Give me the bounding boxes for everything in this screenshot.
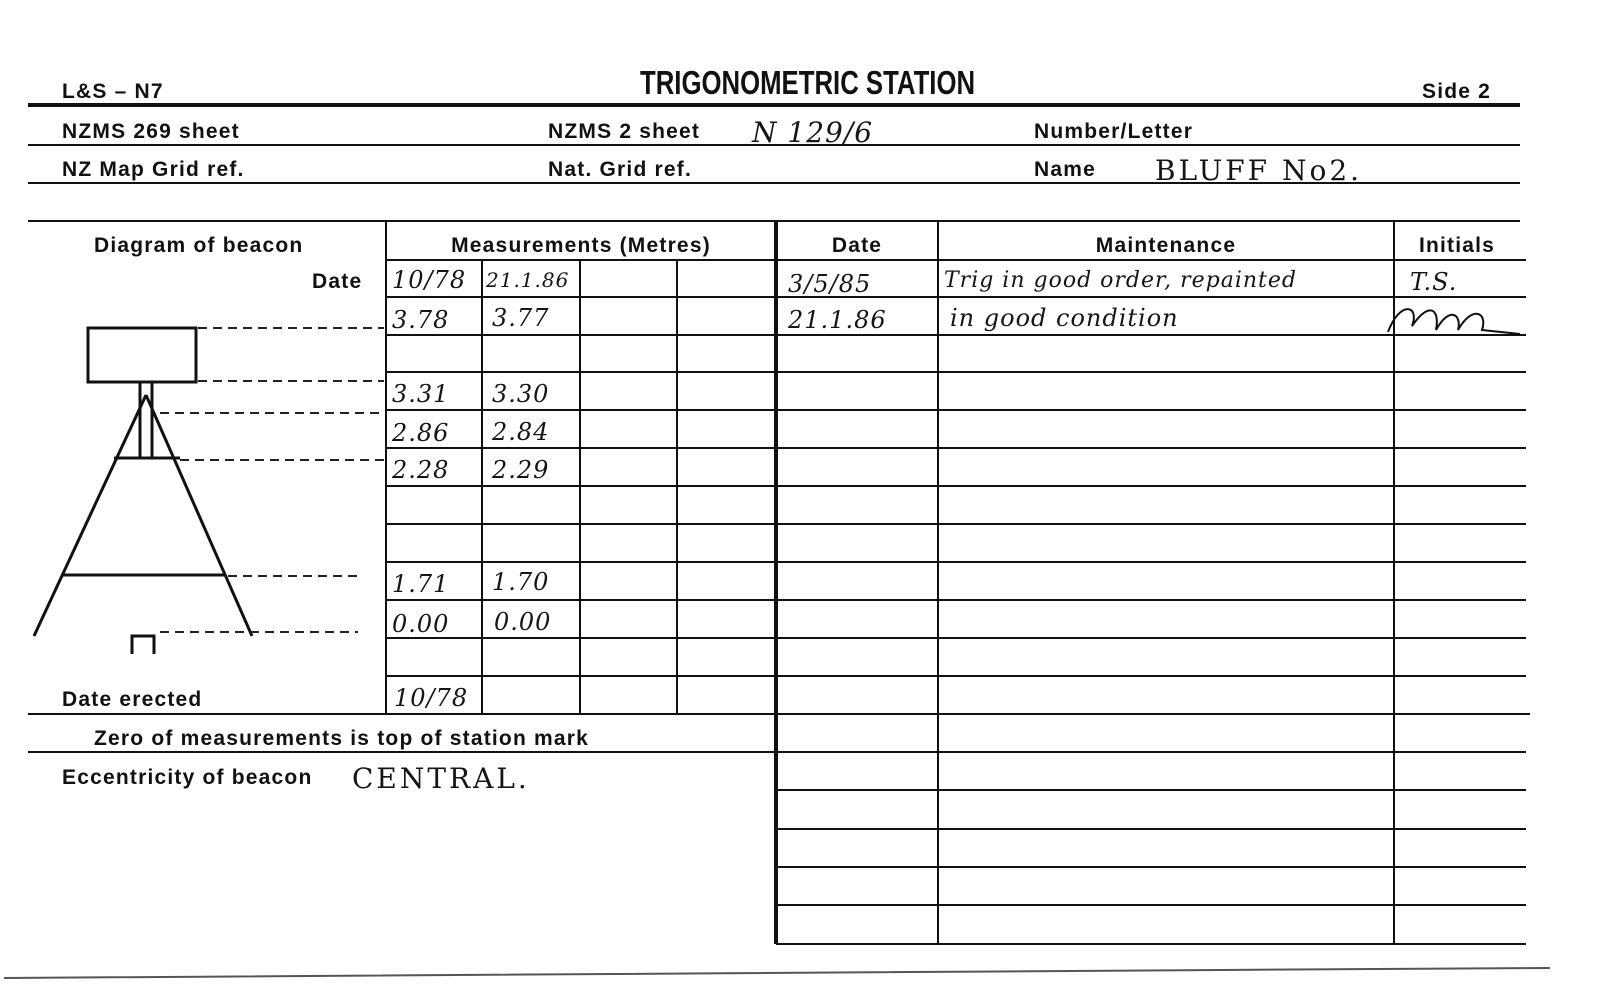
meas-value: 2.29 bbox=[492, 456, 550, 484]
date-erected-label: Date erected bbox=[62, 688, 203, 711]
nz-map-grid-label: NZ Map Grid ref. bbox=[62, 158, 245, 181]
meas-value: 3.30 bbox=[492, 380, 550, 408]
meas-value: 0.00 bbox=[392, 610, 450, 638]
nzms2-value: N 129/6 bbox=[752, 116, 874, 149]
page-title: TRIGONOMETRIC STATION bbox=[640, 64, 976, 101]
measurements-header: Measurements (Metres) bbox=[451, 234, 711, 257]
meas-value: 2.86 bbox=[392, 419, 450, 447]
meas-date-1: 10/78 bbox=[392, 266, 467, 294]
name-value: BLUFF No2. bbox=[1155, 154, 1363, 187]
name-label: Name bbox=[1034, 158, 1096, 181]
maint-entry-date: 21.1.86 bbox=[788, 306, 887, 334]
nzms269-label: NZMS 269 sheet bbox=[62, 120, 240, 143]
meas-value: 1.71 bbox=[392, 570, 450, 598]
diagram-title: Diagram of beacon bbox=[94, 234, 304, 257]
meas-value: 3.31 bbox=[392, 380, 450, 408]
maint-date-header: Date bbox=[831, 234, 883, 257]
side-label: Side 2 bbox=[1422, 80, 1492, 103]
meas-value: 1.70 bbox=[492, 568, 550, 596]
meas-value: 3.77 bbox=[492, 304, 550, 332]
meas-value: 3.78 bbox=[392, 306, 450, 334]
zero-note: Zero of measurements is top of station mark bbox=[94, 727, 590, 750]
maint-entry-date: 3/5/85 bbox=[788, 270, 872, 298]
meas-value: 0.00 bbox=[494, 608, 552, 636]
meas-date-2: 21.1.86 bbox=[486, 268, 570, 292]
number-letter-label: Number/Letter bbox=[1034, 120, 1194, 143]
eccentricity-label: Eccentricity of beacon bbox=[62, 766, 313, 789]
form-code: L&S – N7 bbox=[62, 80, 164, 103]
maint-entry-initials: T.S. bbox=[1410, 268, 1458, 296]
diagram-date-label: Date bbox=[312, 270, 363, 293]
meas-value: 2.84 bbox=[492, 418, 550, 446]
maint-entry-text: Trig in good order, repainted bbox=[944, 268, 1297, 293]
meas-value: 2.28 bbox=[392, 456, 450, 484]
initials-header: Initials bbox=[1418, 234, 1496, 257]
signature-mark bbox=[1388, 309, 1520, 334]
nzms2-label: NZMS 2 sheet bbox=[548, 120, 701, 143]
eccentricity-value: CENTRAL. bbox=[352, 762, 530, 795]
beacon-diagram bbox=[34, 328, 252, 654]
nat-grid-label: Nat. Grid ref. bbox=[548, 158, 692, 181]
date-erected-value: 10/78 bbox=[394, 684, 469, 712]
maintenance-header: Maintenance bbox=[1095, 234, 1237, 257]
maint-entry-text: in good condition bbox=[950, 304, 1179, 332]
